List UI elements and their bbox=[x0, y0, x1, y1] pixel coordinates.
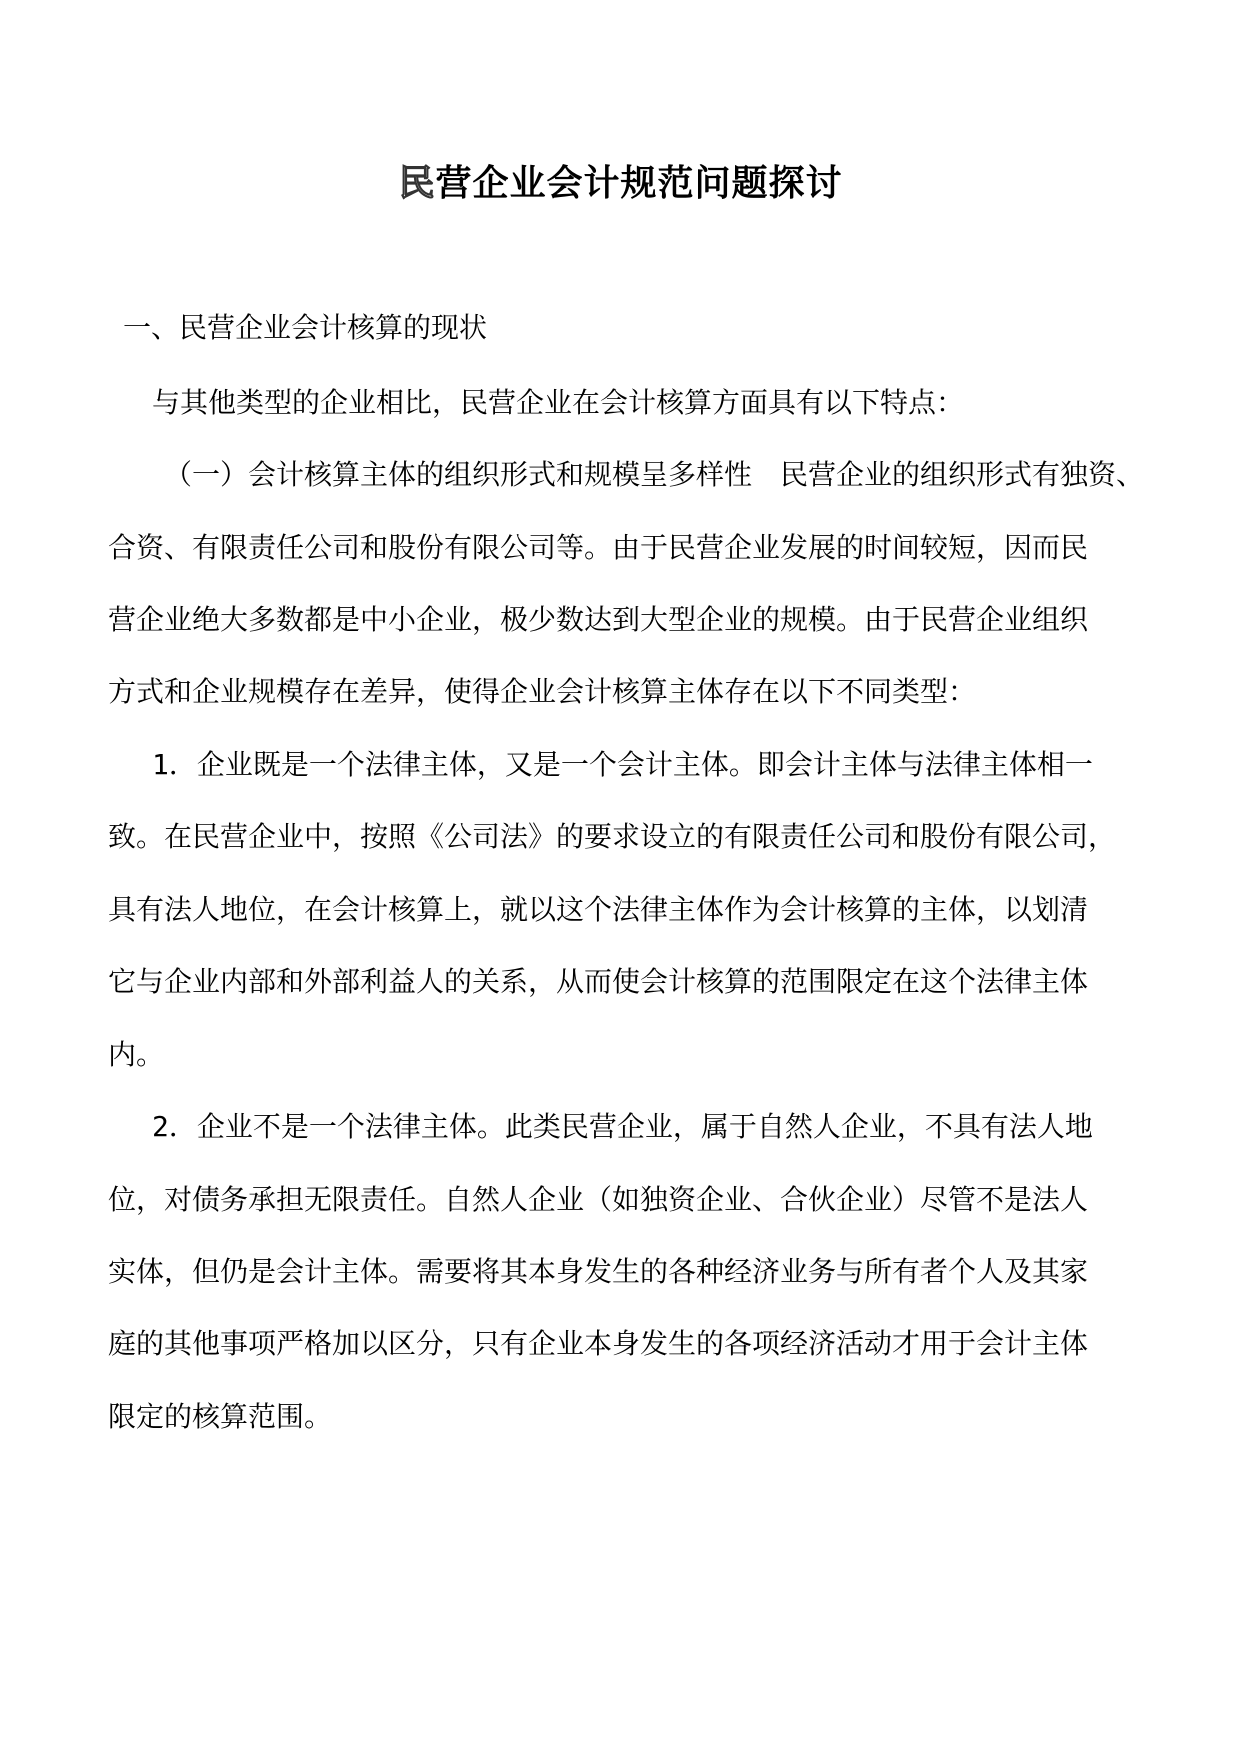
paragraph-line: 位，对债务承担无限责任。自然人企业（如独资企业、合伙企业）尽管不是法人 bbox=[108, 1183, 1089, 1216]
section-heading: 一、民营企业会计核算的现状 bbox=[123, 311, 488, 344]
intro-paragraph: 与其他类型的企业相比，民营企业在会计核算方面具有以下特点： bbox=[152, 386, 965, 419]
paragraph-line: 致。在民营企业中，按照《公司法》的要求设立的有限责任公司和股份有限公司， bbox=[108, 820, 1117, 853]
paragraph-line: 它与企业内部和外部利益人的关系，从而使会计核算的范围限定在这个法律主体 bbox=[108, 965, 1089, 998]
title-first-char: 民 bbox=[398, 162, 436, 204]
paragraph-line: 2．企业不是一个法律主体。此类民营企业，属于自然人企业，不具有法人地 bbox=[152, 1110, 1093, 1143]
paragraph-line: 内。 bbox=[108, 1038, 165, 1071]
paragraph-line: （一）会计核算主体的组织形式和规模呈多样性 民营企业的组织形式有独资、 bbox=[164, 458, 1145, 491]
paragraph-line: 合资、有限责任公司和股份有限公司等。由于民营企业发展的时间较短，因而民 bbox=[108, 531, 1089, 564]
paragraph-line: 营企业绝大多数都是中小企业，极少数达到大型企业的规模。由于民营企业组织 bbox=[108, 603, 1089, 636]
paragraph-line: 具有法人地位，在会计核算上，就以这个法律主体作为会计核算的主体，以划清 bbox=[108, 893, 1089, 926]
title-rest: 营企业会计规范问题探讨 bbox=[435, 162, 843, 204]
paragraph-line: 庭的其他事项严格加以区分，只有企业本身发生的各项经济活动才用于会计主体 bbox=[108, 1327, 1089, 1360]
paragraph-line: 限定的核算范围。 bbox=[108, 1400, 333, 1433]
paragraph-line: 1．企业既是一个法律主体，又是一个会计主体。即会计主体与法律主体相一 bbox=[152, 748, 1093, 781]
document-title bbox=[0, 158, 1241, 208]
paragraph-line: 实体，但仍是会计主体。需要将其本身发生的各种经济业务与所有者个人及其家 bbox=[108, 1255, 1089, 1288]
paragraph-line: 方式和企业规模存在差异，使得企业会计核算主体存在以下不同类型： bbox=[108, 675, 977, 708]
